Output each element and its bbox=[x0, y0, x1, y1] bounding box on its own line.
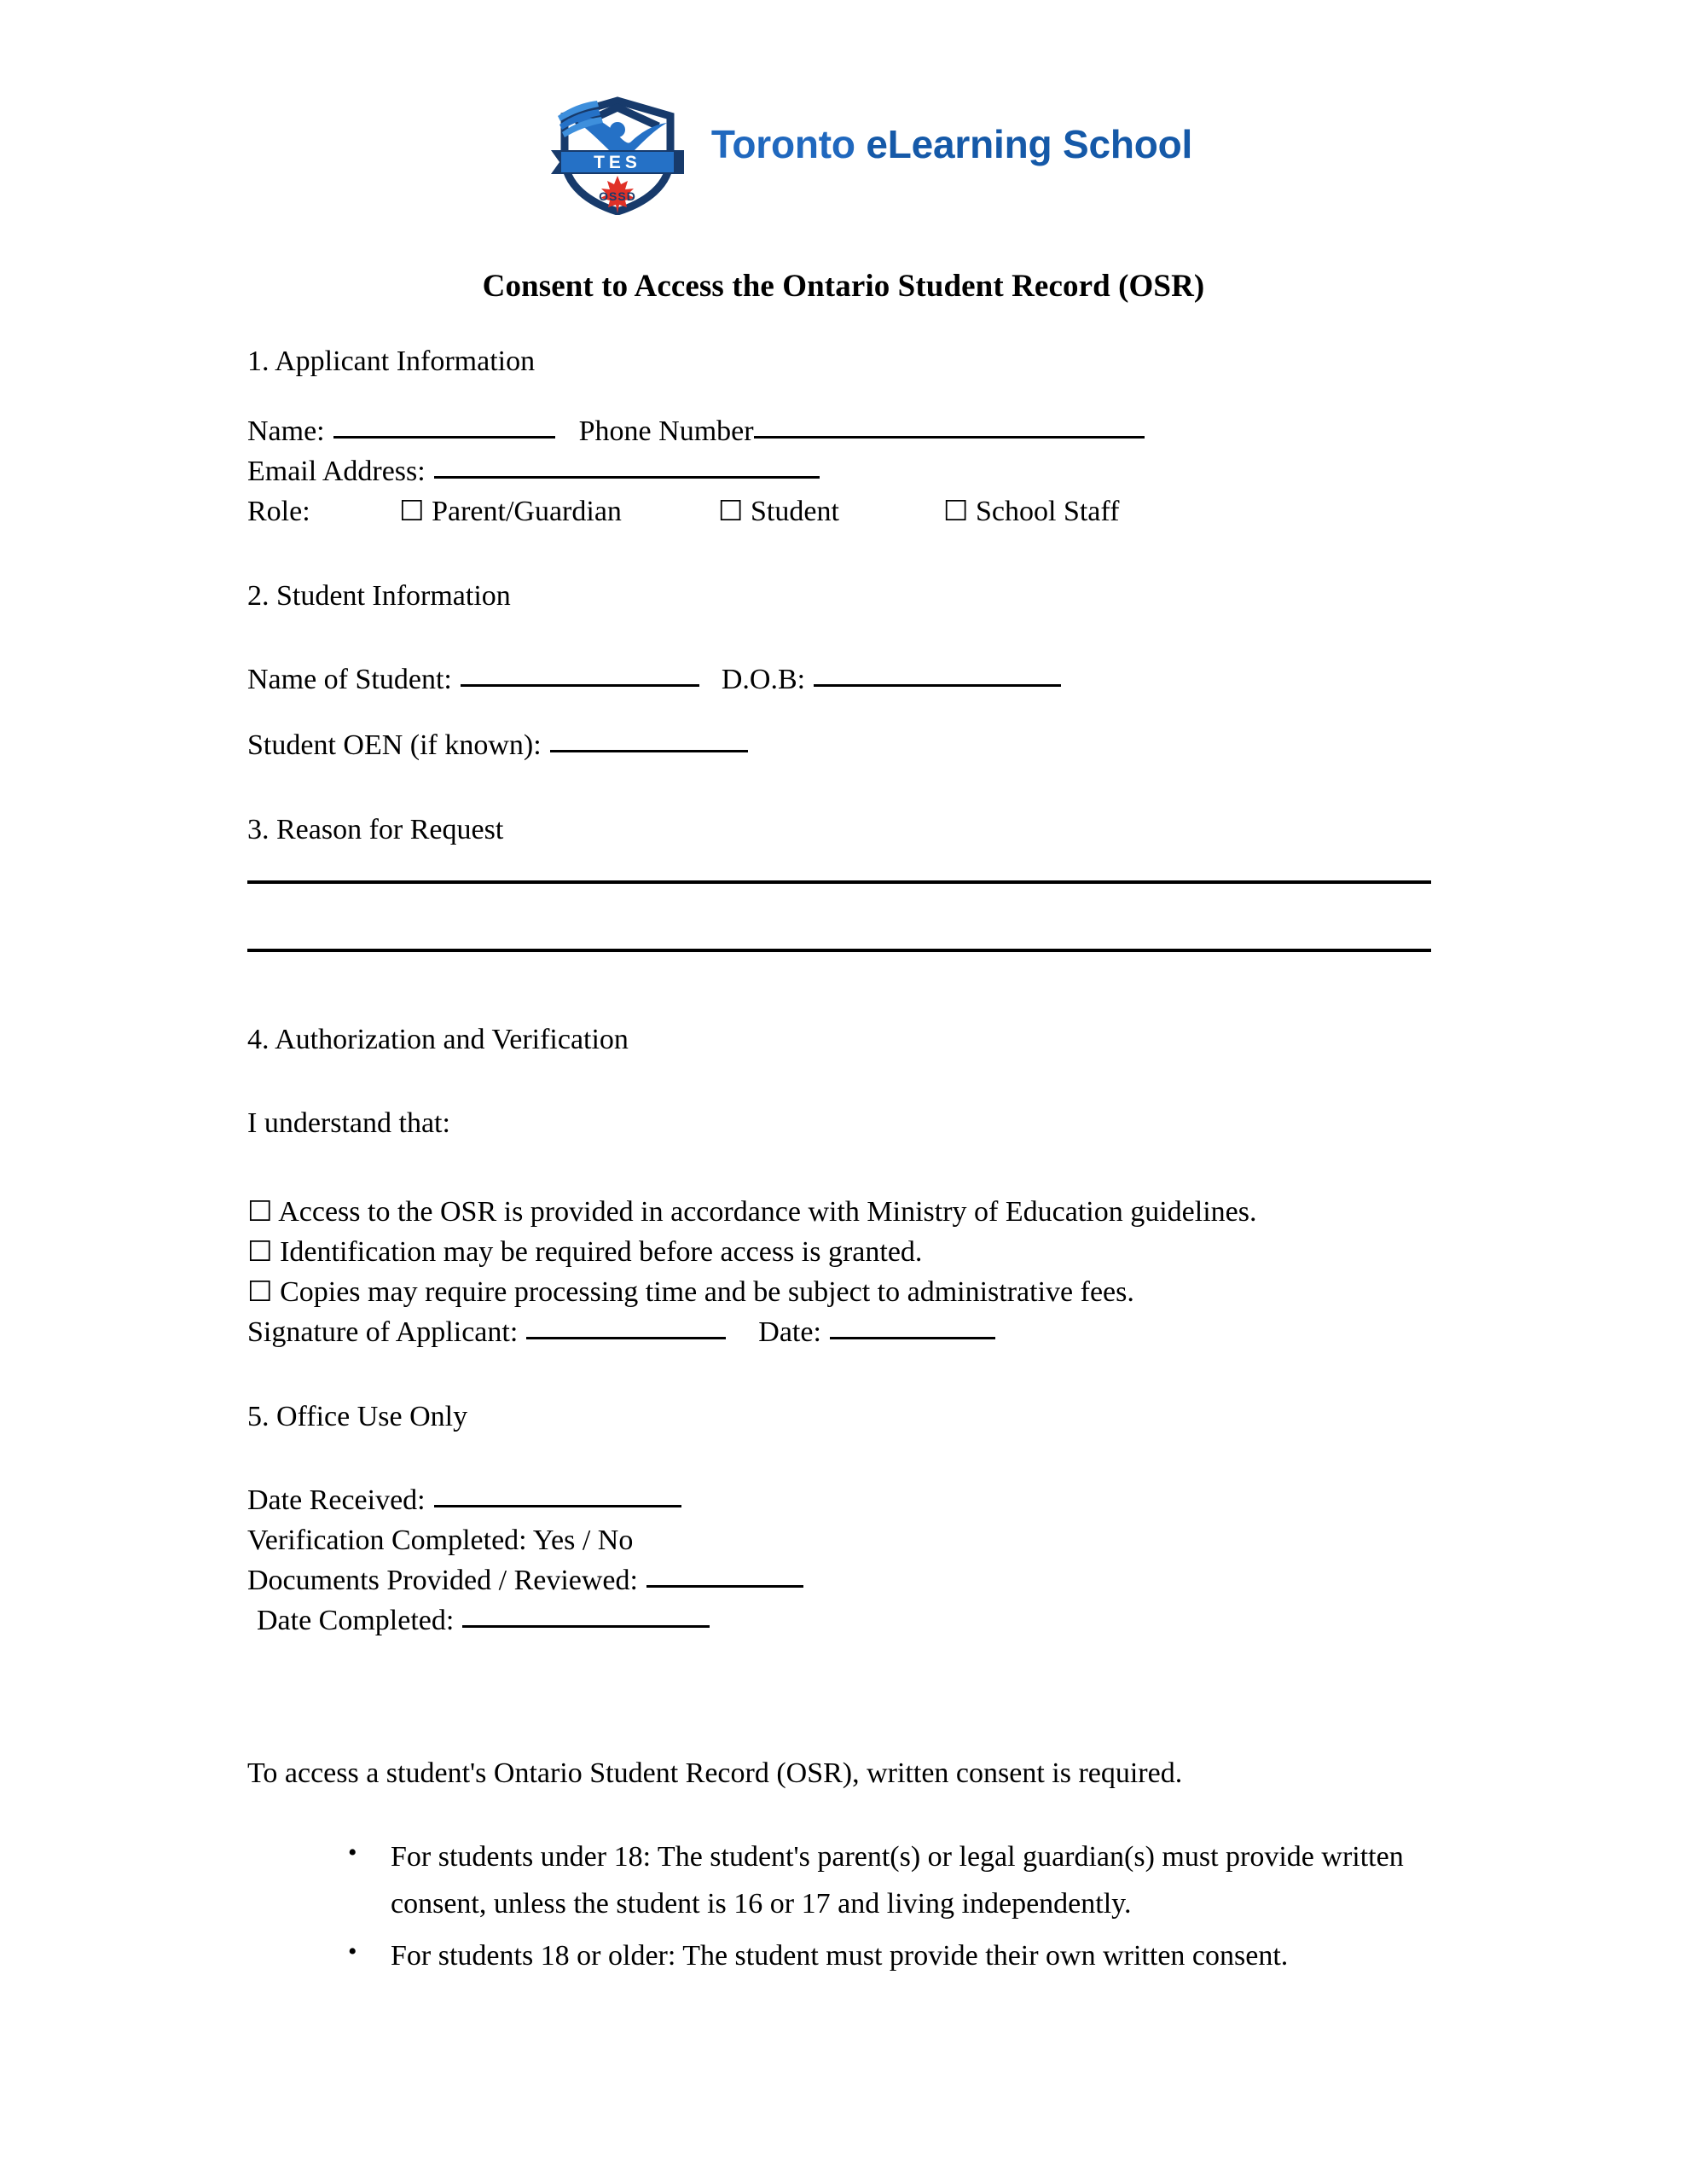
acknowledgement-text: Identification may be required before access is granted. bbox=[280, 1236, 923, 1269]
documents-reviewed-row bbox=[247, 1561, 1431, 1601]
section-4-heading: 4. Authorization and Verification bbox=[247, 1023, 629, 1055]
date-received-row bbox=[247, 1481, 1431, 1521]
wordmark-toronto: Toronto bbox=[710, 122, 867, 166]
section-2-heading: 2. Student Information bbox=[247, 579, 511, 612]
acknowledgement-item[interactable] bbox=[247, 1233, 1431, 1273]
role-label: Role: bbox=[247, 495, 310, 527]
dob-label: D.O.B: bbox=[721, 663, 806, 695]
list-item bbox=[348, 1833, 1431, 1927]
dob-input-rule[interactable] bbox=[814, 684, 1061, 687]
date-received-label: Date Received: bbox=[247, 1484, 426, 1517]
oen-label: Student OEN (if known): bbox=[247, 729, 542, 761]
date-input-rule[interactable] bbox=[830, 1337, 995, 1339]
wordmark-elearning-school: eLearning School bbox=[866, 122, 1193, 166]
name-label: Name: bbox=[247, 415, 325, 447]
role-option-label: Parent/Guardian bbox=[432, 495, 622, 527]
school-logo-icon bbox=[546, 78, 689, 215]
date-completed-input-rule[interactable] bbox=[462, 1625, 710, 1628]
acknowledgement-text: Copies may require processing time and be subject to administrative fees. bbox=[280, 1276, 1134, 1309]
svg-text:TES: TES bbox=[593, 153, 641, 172]
checkbox-icon[interactable]: ☐ bbox=[247, 1277, 273, 1309]
documents-input-rule[interactable] bbox=[646, 1585, 803, 1588]
documents-label: Documents Provided / Reviewed: bbox=[247, 1564, 638, 1596]
role-option-student[interactable] bbox=[718, 492, 839, 532]
signature-row bbox=[247, 1313, 1431, 1353]
student-oen-row bbox=[247, 726, 1431, 766]
bullet-icon: • bbox=[348, 1937, 357, 1966]
acknowledgement-item[interactable] bbox=[247, 1193, 1431, 1233]
document-header bbox=[0, 0, 1687, 215]
checkbox-icon[interactable]: ☐ bbox=[717, 496, 744, 527]
role-option-parent-guardian[interactable] bbox=[399, 492, 622, 532]
student-name-label: Name of Student: bbox=[247, 663, 452, 695]
svg-text:OSSD: OSSD bbox=[599, 189, 636, 203]
email-input-rule[interactable] bbox=[434, 476, 820, 479]
list-item bbox=[348, 1932, 1431, 1979]
section-5-heading: 5. Office Use Only bbox=[247, 1401, 468, 1433]
checkbox-icon[interactable]: ☐ bbox=[247, 1197, 273, 1228]
list-item-text: For students under 18: The student's parent(s) or legal guardian(s) must provide written consent, unless the student is 16 or 17 and living independently. bbox=[391, 1840, 1404, 1920]
applicant-name-row bbox=[247, 412, 1431, 452]
student-name-input-rule[interactable] bbox=[461, 684, 699, 687]
email-label: Email Address: bbox=[247, 455, 426, 487]
document-body bbox=[0, 347, 1687, 1979]
role-option-label: School Staff bbox=[976, 495, 1120, 527]
checkbox-icon[interactable]: ☐ bbox=[247, 1237, 273, 1269]
checkbox-icon[interactable]: ☐ bbox=[399, 496, 425, 527]
acknowledgement-text: Access to the OSR is provided in accordance with Ministry of Education guidelines. bbox=[278, 1196, 1257, 1228]
section-3-heading: 3. Reason for Request bbox=[247, 813, 504, 845]
applicant-email-row bbox=[247, 452, 1431, 492]
date-received-input-rule[interactable] bbox=[434, 1505, 681, 1507]
bullet-icon: • bbox=[348, 1838, 357, 1867]
oen-input-rule[interactable] bbox=[550, 750, 748, 752]
consent-rules-list bbox=[247, 1833, 1431, 1979]
school-wordmark bbox=[710, 122, 1193, 169]
phone-input-rule[interactable] bbox=[754, 436, 1145, 439]
phone-label: Phone Number bbox=[578, 415, 754, 447]
understand-intro: I understand that: bbox=[247, 1107, 450, 1139]
list-item-text: For students 18 or older: The student must provide their own written consent. bbox=[391, 1939, 1289, 1972]
date-completed-label: Date Completed: bbox=[257, 1604, 455, 1636]
signature-input-rule[interactable] bbox=[526, 1337, 726, 1339]
consent-intro-text: To access a student's Ontario Student Record (OSR), written consent is required. bbox=[247, 1757, 1183, 1789]
page-title: Consent to Access the Ontario Student Record (OSR) bbox=[482, 269, 1205, 304]
signature-label: Signature of Applicant: bbox=[247, 1316, 519, 1349]
role-option-label: Student bbox=[751, 495, 839, 527]
student-name-row bbox=[247, 660, 1431, 700]
applicant-role-row bbox=[247, 492, 1431, 532]
section-1-heading: 1. Applicant Information bbox=[247, 346, 536, 377]
checkbox-icon[interactable]: ☐ bbox=[942, 496, 969, 527]
date-label: Date: bbox=[758, 1316, 821, 1349]
verification-completed-row: Verification Completed: Yes / No bbox=[247, 1524, 634, 1556]
acknowledgement-item[interactable] bbox=[247, 1273, 1431, 1313]
name-input-rule[interactable] bbox=[333, 436, 555, 439]
date-completed-row bbox=[247, 1601, 1431, 1641]
role-option-school-staff[interactable] bbox=[943, 492, 1120, 532]
